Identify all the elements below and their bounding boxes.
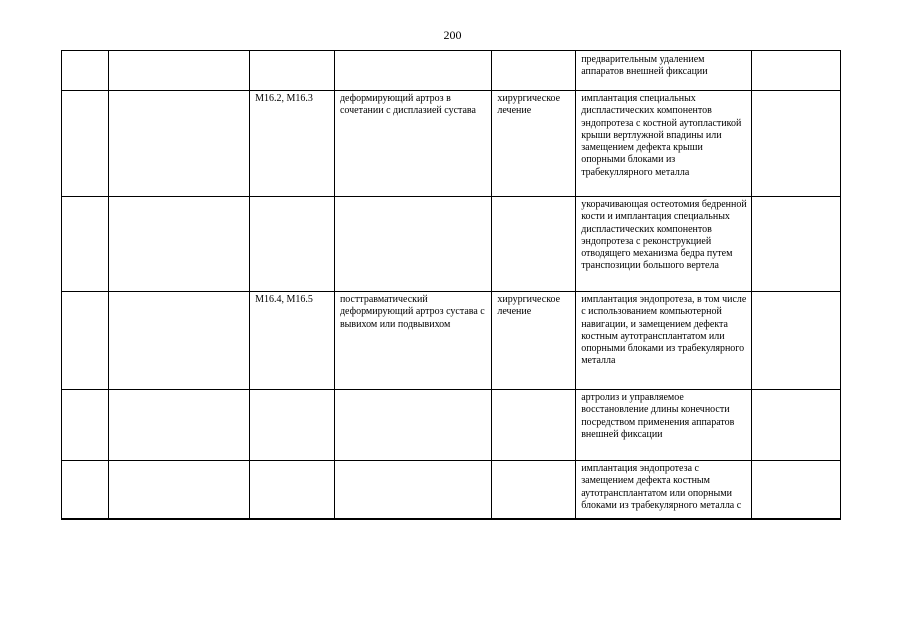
table-row <box>62 51 841 91</box>
method-cell: артролиз и управляемое восстановление длины конечности посредством применения аппаратов внешней фиксации <box>576 390 752 461</box>
profile-cell <box>109 197 250 292</box>
profile-cell <box>109 390 250 461</box>
treatment-type-cell <box>492 461 576 519</box>
cost-cell <box>752 390 841 461</box>
method-cell: укорачивающая остеотомия бедренной кости и имплантация специальных диспластических компонентов эндопротеза с реконструкцией отводящего механизма бедра путем транспозиции большого вертела <box>576 197 752 292</box>
profile-cell <box>109 461 250 519</box>
method-cell: имплантация специальных диспластических компонентов эндопротеза с костной аутопластикой крыши вертлужной впадины или замещением дефекта крыши опорными блоками из трабекуллярного металла <box>576 91 752 197</box>
number-cell <box>62 292 109 390</box>
cost-cell <box>752 91 841 197</box>
treatment-type-cell: хирургическое лечение <box>492 91 576 197</box>
method-cell: имплантация эндопротеза, в том числе с использованием компьютерной навигации, и замещением дефекта костным аутотрансплантатом или опорными блоками из трабекулярного металла <box>576 292 752 390</box>
icd-code-cell <box>250 51 335 91</box>
cost-cell <box>752 197 841 292</box>
icd-code-cell <box>250 197 335 292</box>
table-row <box>62 390 841 461</box>
diagnosis-cell <box>334 51 491 91</box>
table-row <box>62 292 841 390</box>
cost-cell <box>752 461 841 519</box>
cost-cell <box>752 292 841 390</box>
cost-cell <box>752 51 841 91</box>
icd-code-cell <box>250 461 335 519</box>
number-cell <box>62 197 109 292</box>
icd-code-cell <box>250 390 335 461</box>
method-cell: предварительным удалением аппаратов внешней фиксации <box>576 51 752 91</box>
diagnosis-cell: посттравматический деформирующий артроз сустава с вывихом или подвывихом <box>334 292 491 390</box>
profile-cell <box>109 91 250 197</box>
number-cell <box>62 91 109 197</box>
profile-cell <box>109 51 250 91</box>
diagnosis-cell <box>334 390 491 461</box>
number-cell <box>62 390 109 461</box>
diagnosis-cell: деформирующий артроз в сочетании с дисплазией сустава <box>334 91 491 197</box>
icd-code-cell: M16.4, M16.5 <box>250 292 335 390</box>
table-row <box>62 197 841 292</box>
treatment-type-cell <box>492 390 576 461</box>
method-cell: имплантация эндопротеза с замещением дефекта костным аутотрансплантатом или опорными блоками из трабекулярного металла с <box>576 461 752 519</box>
diagnosis-cell <box>334 197 491 292</box>
icd-code-cell: M16.2, M16.3 <box>250 91 335 197</box>
treatment-type-cell <box>492 51 576 91</box>
number-cell <box>62 51 109 91</box>
treatment-type-cell: хирургическое лечение <box>492 292 576 390</box>
table-row <box>62 461 841 519</box>
medical-procedures-table <box>61 50 841 520</box>
number-cell <box>62 461 109 519</box>
table-row <box>62 91 841 197</box>
profile-cell <box>109 292 250 390</box>
treatment-type-cell <box>492 197 576 292</box>
page-number: 200 <box>443 28 462 42</box>
diagnosis-cell <box>334 461 491 519</box>
